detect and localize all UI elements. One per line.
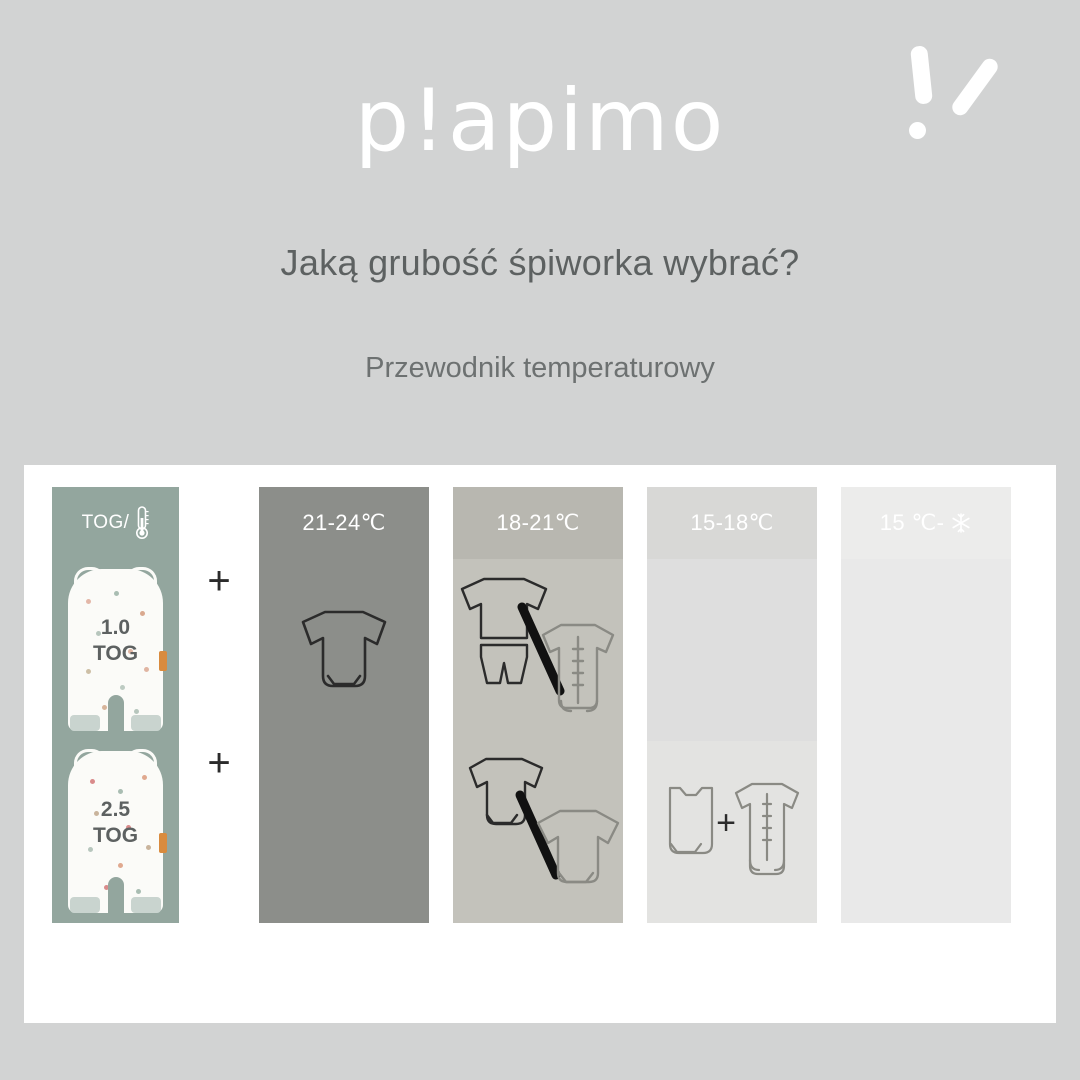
brand-logo (0, 71, 1080, 171)
header-cell-temp-4 (841, 487, 1011, 559)
brand-logo-text: p!apimo (354, 71, 726, 171)
header-tog-label: TOG/ (81, 512, 130, 533)
cell-2-5-tog-18-21 (453, 741, 623, 923)
guide-table (52, 487, 1011, 923)
cell-1-0-tog-18-21 (453, 559, 623, 741)
header-cell-tog (52, 487, 179, 559)
header-temp-4-label: 15 ℃- (879, 510, 945, 535)
cell-1-0-tog-below-15 (841, 559, 1011, 741)
temperature-guide-card (24, 465, 1056, 1023)
header-cell-temp-1: 21-24℃ (259, 487, 429, 559)
table-row (52, 559, 1011, 741)
table-row (52, 741, 1011, 923)
plus-sign: + (207, 559, 231, 603)
tshirt-shorts-or-romper-icons (456, 563, 621, 738)
page-title: Jaką grubość śpiworka wybrać? (280, 242, 800, 283)
table-header-row (52, 487, 1011, 559)
bodysuit-short-or-long-sleeve-icons (456, 745, 621, 920)
sleeveless-bodysuit-plus-romper-icons (652, 772, 812, 892)
tog-value-label: 2.5 TOG (92, 798, 139, 848)
header-cell-temp-2: 18-21℃ (453, 487, 623, 559)
plus-sign: + (207, 741, 231, 785)
tog-value-label: 1.0 TOG (92, 616, 139, 666)
sleeping-bag-with-legs-icon (52, 559, 179, 741)
svg-text:+: + (716, 804, 736, 842)
page-subtitle: Przewodnik temperaturowy (365, 352, 715, 384)
cell-1-0-tog-21-24 (259, 559, 429, 741)
cell-2-5-tog-21-24 (259, 741, 429, 923)
cell-2-5-tog-below-15 (841, 741, 1011, 923)
thermometer-icon (135, 506, 149, 540)
cell-2-5-tog-15-18 (647, 741, 817, 923)
sleeping-bag-with-legs-icon (52, 741, 179, 923)
header-cell-temp-3: 15-18℃ (647, 487, 817, 559)
short-sleeve-bodysuit-icon (289, 598, 399, 702)
cell-1-0-tog-15-18 (647, 559, 817, 741)
snowflake-icon (950, 512, 972, 534)
